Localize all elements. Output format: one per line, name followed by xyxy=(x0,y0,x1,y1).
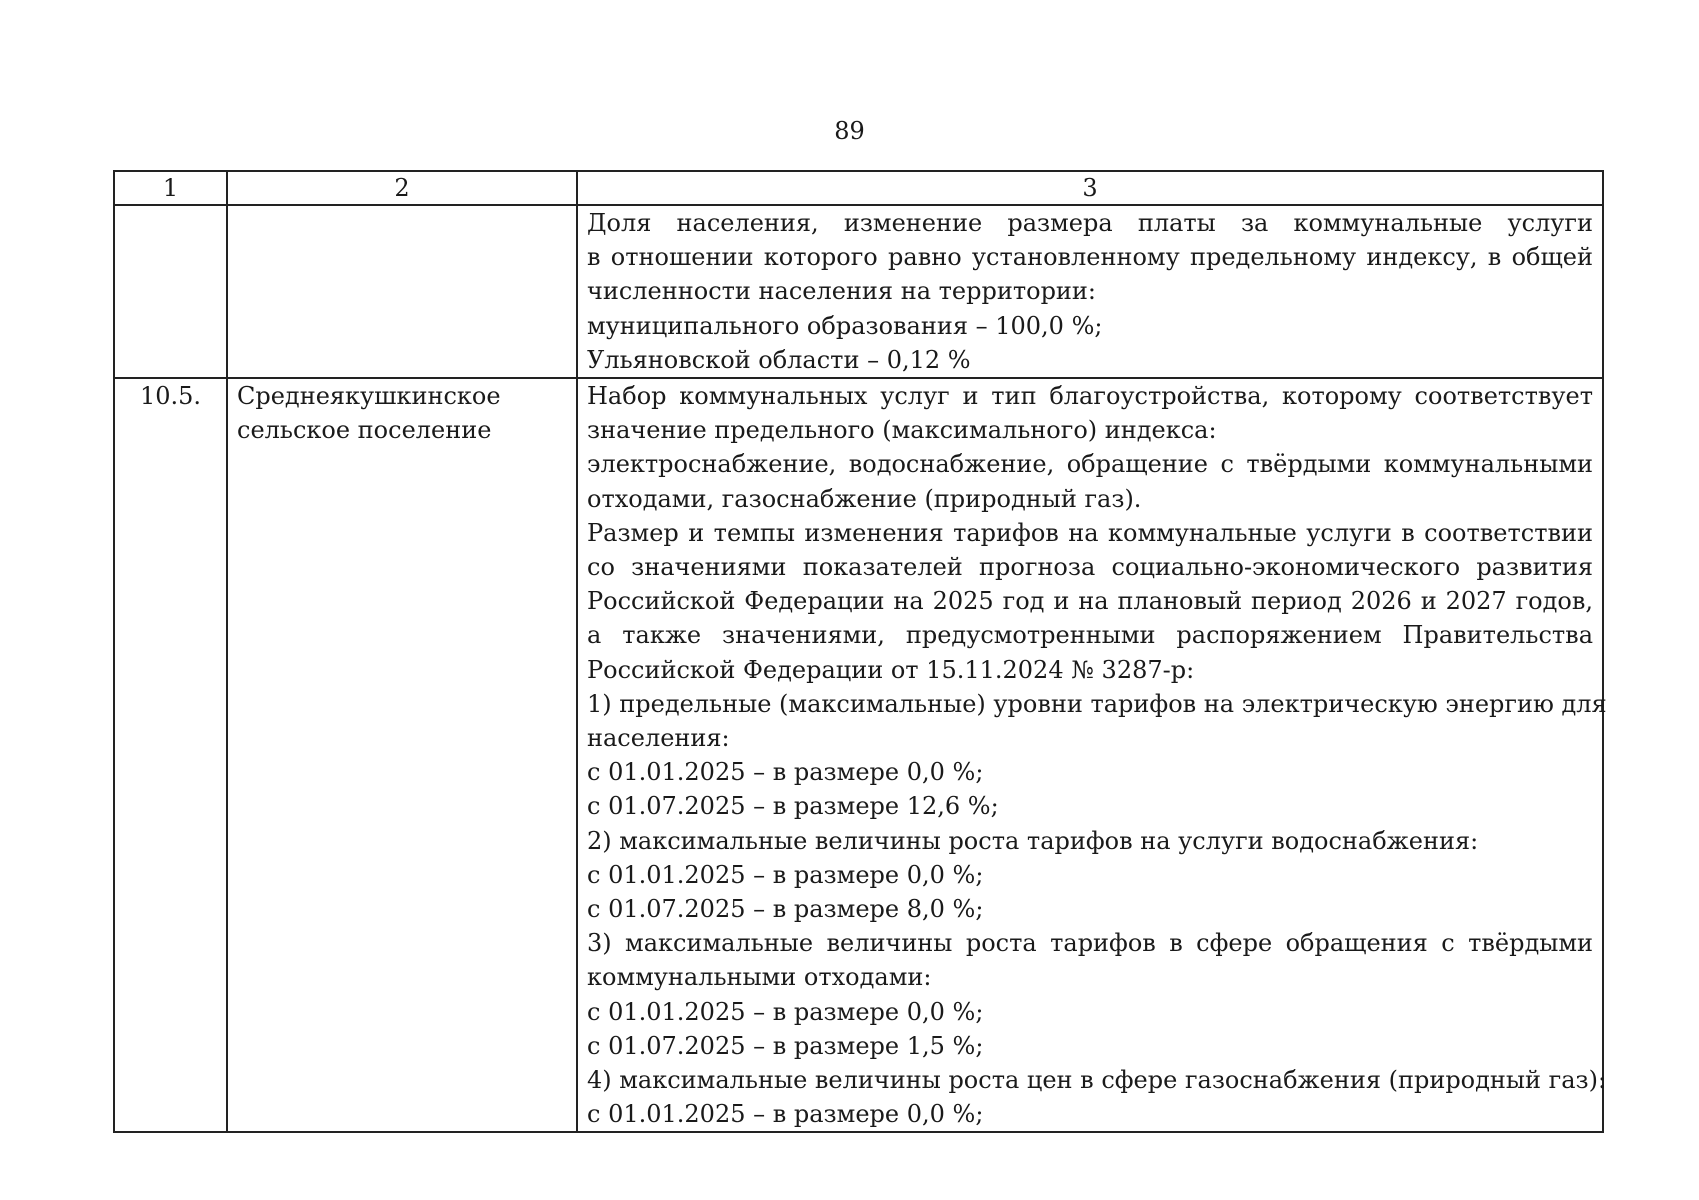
description-line: со значениями показателей прогноза социально-экономического развития xyxy=(587,553,1593,582)
description-line: с 01.01.2025 – в размере 0,0 %; xyxy=(587,758,984,787)
settlement-name-line: сельское поселение xyxy=(237,416,492,445)
description-cell xyxy=(577,205,1603,378)
column-header-2: 2 xyxy=(227,171,577,205)
column-header-3: 3 xyxy=(577,171,1603,205)
description-line: Размер и темпы изменения тарифов на коммунальные услуги в соответствии xyxy=(587,518,1593,547)
settlement-name-line: Среднеякушкинское xyxy=(237,382,501,411)
table-row xyxy=(114,378,1603,1132)
description-line: численности населения на территории: xyxy=(587,277,1097,306)
tariff-table xyxy=(113,170,1607,1133)
description-line: с 01.07.2025 – в размере 1,5 %; xyxy=(587,1031,984,1060)
table-row xyxy=(114,205,1603,378)
description-line: Доля населения, изменение размера платы за коммунальные услуги xyxy=(587,209,1593,237)
description-line: коммунальными отходами: xyxy=(587,963,932,992)
description-line: 4) максимальные величины роста цен в сфере газоснабжения (природный газ): xyxy=(587,1066,1607,1095)
description-line: с 01.07.2025 – в размере 8,0 %; xyxy=(587,895,984,924)
description-line: 3) максимальные величины роста тарифов в сфере обращения с твёрдыми xyxy=(587,929,1593,958)
page-number: 89 xyxy=(834,117,865,145)
description-line: Российской Федерации от 15.11.2024 № 3287-р: xyxy=(587,655,1195,684)
description-line: в отношении которого равно установленному предельному индексу, в общей xyxy=(587,243,1593,272)
description-line: а также значениями, предусмотренными распоряжением Правительства xyxy=(587,621,1593,650)
description-line: Набор коммунальных услуг и тип благоустройства, которому соответствует xyxy=(587,382,1593,411)
row-number-cell xyxy=(114,205,227,378)
description-line: Российской Федерации на 2025 год и на плановый период 2026 и 2027 годов, xyxy=(587,587,1593,616)
description-line: 2) максимальные величины роста тарифов на услуги водоснабжения: xyxy=(587,826,1479,855)
description-line: с 01.01.2025 – в размере 0,0 %; xyxy=(587,997,984,1026)
settlement-name-cell xyxy=(227,205,577,378)
description-cell xyxy=(577,378,1607,1132)
description-line: населения: xyxy=(587,724,730,753)
description-line: с 01.01.2025 – в размере 0,0 %; xyxy=(587,860,984,889)
description-line: Ульяновской области – 0,12 % xyxy=(587,345,971,374)
settlement-name-cell xyxy=(227,378,577,1132)
description-line: электроснабжение, водоснабжение, обращение с твёрдыми коммунальными xyxy=(587,450,1593,479)
row-number-cell: 10.5. xyxy=(114,378,227,1132)
description-line: с 01.07.2025 – в размере 12,6 %; xyxy=(587,792,999,821)
column-header-1: 1 xyxy=(114,171,227,205)
table-header-row xyxy=(114,171,1603,205)
description-line: значение предельного (максимального) индекса: xyxy=(587,416,1217,445)
description-line: с 01.01.2025 – в размере 0,0 %; xyxy=(587,1100,984,1129)
description-line: 1) предельные (максимальные) уровни тарифов на электрическую энергию для xyxy=(587,689,1607,718)
description-line: отходами, газоснабжение (природный газ). xyxy=(587,484,1142,513)
description-line: муниципального образования – 100,0 %; xyxy=(587,311,1103,340)
